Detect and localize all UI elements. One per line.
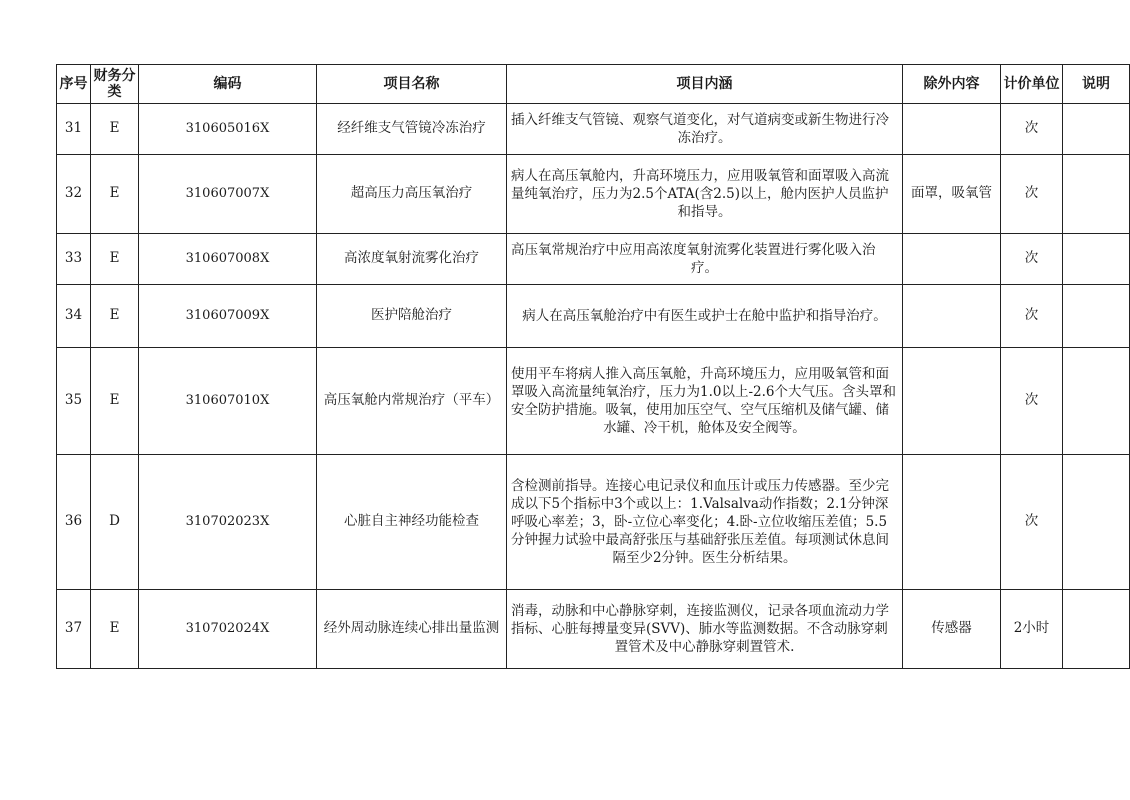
cell-seq: 37 bbox=[57, 590, 91, 669]
header-note: 说明 bbox=[1063, 65, 1130, 104]
cell-content: 高压氧常规治疗中应用高浓度氧射流雾化装置进行雾化吸入治疗。 bbox=[507, 234, 903, 285]
cell-name: 经纤维支气管镜冷冻治疗 bbox=[317, 104, 507, 155]
header-code: 编码 bbox=[139, 65, 317, 104]
header-name: 项目名称 bbox=[317, 65, 507, 104]
cell-unit: 次 bbox=[1001, 455, 1063, 590]
header-content: 项目内涵 bbox=[507, 65, 903, 104]
cell-content: 消毒，动脉和中心静脉穿刺，连接监测仪，记录各项血流动力学指标、心脏每搏量变异(SVV)、肺水等监测数据。不含动脉穿刺置管术及中心静脉穿刺置管术. bbox=[507, 590, 903, 669]
cell-name: 高浓度氧射流雾化治疗 bbox=[317, 234, 507, 285]
cell-excluded bbox=[903, 104, 1001, 155]
cell-name: 超高压力高压氧治疗 bbox=[317, 155, 507, 234]
cell-name: 心脏自主神经功能检查 bbox=[317, 455, 507, 590]
header-unit: 计价单位 bbox=[1001, 65, 1063, 104]
cell-category: E bbox=[91, 590, 139, 669]
table-row bbox=[57, 104, 1130, 155]
table-row bbox=[57, 234, 1130, 285]
cell-content: 病人在高压氧舱治疗中有医生或护士在舱中监护和指导治疗。 bbox=[507, 285, 903, 348]
cell-seq: 35 bbox=[57, 348, 91, 455]
table-row bbox=[57, 285, 1130, 348]
cell-seq: 36 bbox=[57, 455, 91, 590]
cell-unit: 次 bbox=[1001, 104, 1063, 155]
cell-note bbox=[1063, 285, 1130, 348]
cell-note bbox=[1063, 104, 1130, 155]
cell-note bbox=[1063, 455, 1130, 590]
cell-excluded bbox=[903, 234, 1001, 285]
cell-name: 医护陪舱治疗 bbox=[317, 285, 507, 348]
cell-note bbox=[1063, 590, 1130, 669]
cell-seq: 34 bbox=[57, 285, 91, 348]
cell-excluded bbox=[903, 285, 1001, 348]
cell-category: E bbox=[91, 104, 139, 155]
cell-category: E bbox=[91, 155, 139, 234]
cell-code: 310702023X bbox=[139, 455, 317, 590]
cell-content: 使用平车将病人推入高压氧舱，升高环境压力，应用吸氧管和面罩吸入高流量纯氧治疗，压力为1.0以上-2.6个大气压。含头罩和安全防护措施。吸氧，使用加压空气、空气压缩机及储气罐、储水罐、冷干机，舱体及安全阀等。 bbox=[507, 348, 903, 455]
table-row bbox=[57, 590, 1130, 669]
cell-code: 310605016X bbox=[139, 104, 317, 155]
cell-code: 310607007X bbox=[139, 155, 317, 234]
cell-category: E bbox=[91, 234, 139, 285]
cell-category: D bbox=[91, 455, 139, 590]
cell-category: E bbox=[91, 348, 139, 455]
table-row bbox=[57, 348, 1130, 455]
header-category: 财务分类 bbox=[91, 65, 139, 104]
cell-name: 高压氧舱内常规治疗（平车） bbox=[317, 348, 507, 455]
price-table-page bbox=[56, 64, 1130, 669]
cell-note bbox=[1063, 348, 1130, 455]
cell-seq: 31 bbox=[57, 104, 91, 155]
cell-seq: 33 bbox=[57, 234, 91, 285]
cell-seq: 32 bbox=[57, 155, 91, 234]
cell-name: 经外周动脉连续心排出量监测 bbox=[317, 590, 507, 669]
medical-service-price-table bbox=[56, 64, 1130, 669]
cell-code: 310607008X bbox=[139, 234, 317, 285]
cell-unit: 次 bbox=[1001, 155, 1063, 234]
cell-content: 病人在高压氧舱内，升高环境压力，应用吸氧管和面罩吸入高流量纯氧治疗，压力为2.5个ATA(含2.5)以上，舱内医护人员监护和指导。 bbox=[507, 155, 903, 234]
cell-unit: 次 bbox=[1001, 285, 1063, 348]
cell-code: 310607009X bbox=[139, 285, 317, 348]
cell-category: E bbox=[91, 285, 139, 348]
cell-code: 310607010X bbox=[139, 348, 317, 455]
cell-unit: 次 bbox=[1001, 348, 1063, 455]
cell-content: 插入纤维支气管镜、观察气道变化，对气道病变或新生物进行冷冻治疗。 bbox=[507, 104, 903, 155]
cell-excluded: 面罩，吸氧管 bbox=[903, 155, 1001, 234]
cell-unit: 次 bbox=[1001, 234, 1063, 285]
table-row bbox=[57, 455, 1130, 590]
header-seq: 序号 bbox=[57, 65, 91, 104]
cell-excluded bbox=[903, 455, 1001, 590]
cell-content: 含检测前指导。连接心电记录仪和血压计或压力传感器。至少完成以下5个指标中3个或以上：1.Valsalva动作指数；2.1分钟深呼吸心率差；3，卧-立位心率变化；4.卧-立位收缩压差值；5.5分钟握力试验中最高舒张压与基础舒张压差值。每项测试休息间隔至少2分钟。医生分析结果。 bbox=[507, 455, 903, 590]
cell-excluded: 传感器 bbox=[903, 590, 1001, 669]
table-row bbox=[57, 155, 1130, 234]
cell-note bbox=[1063, 234, 1130, 285]
cell-unit: 2小时 bbox=[1001, 590, 1063, 669]
header-row bbox=[57, 65, 1130, 104]
cell-excluded bbox=[903, 348, 1001, 455]
cell-code: 310702024X bbox=[139, 590, 317, 669]
cell-note bbox=[1063, 155, 1130, 234]
header-excluded: 除外内容 bbox=[903, 65, 1001, 104]
